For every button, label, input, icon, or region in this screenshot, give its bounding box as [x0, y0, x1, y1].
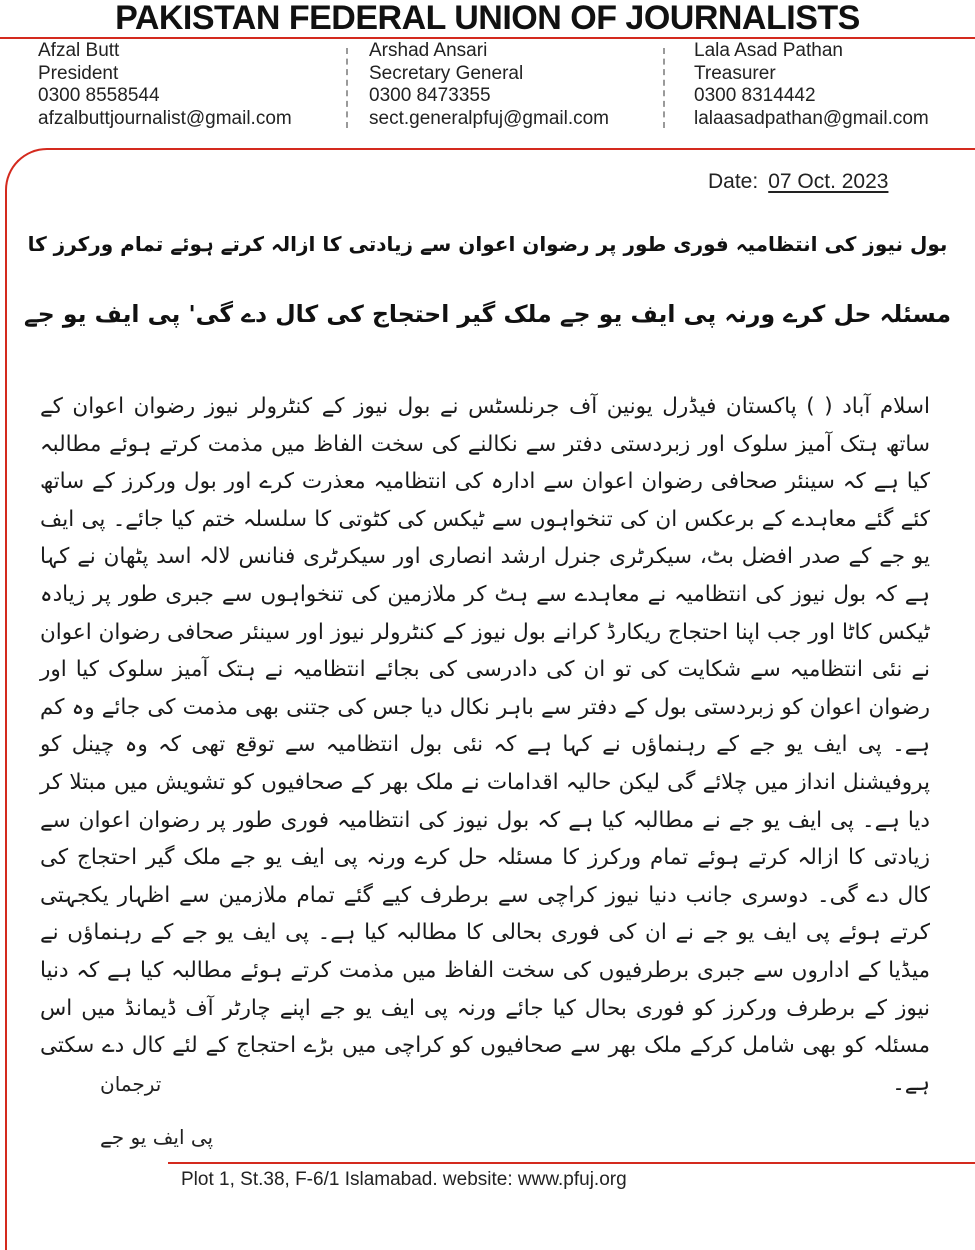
- signature-title: ترجمان: [100, 1072, 162, 1096]
- officer-name: Afzal Butt: [38, 40, 120, 61]
- officer-email: sect.generalpfuj@gmail.com: [369, 107, 610, 129]
- signature-org: پی ایف یو جے: [100, 1125, 214, 1149]
- officer-email: afzalbuttjournalist@gmail.com: [38, 107, 292, 129]
- officer-treasurer: [694, 40, 929, 130]
- footer-address: Plot 1, St.38, F-6/1 Islamabad. website: www.pfuj.org: [181, 1169, 627, 1190]
- officer-title: Treasurer: [694, 62, 776, 84]
- officer-phone: 0300 8473355: [369, 85, 491, 106]
- officer-title: President: [38, 62, 119, 84]
- date-line: [708, 170, 888, 194]
- officer-phone: 0300 8314442: [694, 85, 816, 106]
- officer-email: lalaasadpathan@gmail.com: [694, 107, 929, 129]
- footer-rule: [168, 1162, 975, 1164]
- officer-title: Secretary General: [369, 62, 524, 84]
- officer-name: Lala Asad Pathan: [694, 40, 843, 61]
- column-separator: [346, 48, 348, 128]
- date-label: Date:: [708, 170, 759, 193]
- date-value: 07 Oct. 2023: [768, 170, 889, 193]
- column-separator: [663, 48, 665, 128]
- officer-secretary-general: [369, 40, 609, 130]
- officer-president: [38, 40, 292, 130]
- header-rule: [0, 37, 975, 39]
- press-release-body: اسلام آباد ( ) پاکستان فیڈرل یونین آف جرنلسٹس نے بول نیوز کے کنٹرولر نیوز رضوان اعوان کے ساتھ ہتک آمیز سلوک اور زبردستی دفتر سے نکالنے کی سخت الفاظ میں مذمت کرتے ہوئے مطالبہ کیا ہے کہ سینئر صحافی رضوان اعوان سے ادارہ کی انتظامیہ معذرت کرے اور بول ورکرز کے ساتھ کئے گئے معاہدے کے برعکس ان کی تنخواہوں سے ٹیکس کی کٹوتی کا سلسلہ ختم کیا جائے۔ پی ایف یو جے کے صدر افضل بٹ، سیکرٹری جنرل ارشد انصاری اور سیکرٹری فنانس لالہ اسد پٹھان نے کہا ہے کہ بول نیوز کی انتظامیہ نے معاہدے سے ہٹ کر ملازمین کی تنخواہوں سے جبری طور پر زیادہ ٹیکس کاٹا اور جب اپنا احتجاج ریکارڈ کرانے بول نیوز کے کنٹرولر نیوز اور سینئر صحافی رضوان اعوان نے نئی انتظامیہ سے شکایت کی تو ان کی دادرسی کی بجائے انتظامیہ نے ہتک آمیز سلوک کیا اور رضوان اعوان کو زبردستی بول کے دفتر سے باہر نکال دیا جس کی جتنی بھی مذمت کی جائے وہ کم ہے۔ پی ایف یو جے کے رہنماؤں نے کہا ہے کہ نئی بول انتظامیہ سے توقع تھی کہ وہ چینل کو پروفیشنل انداز میں چلائے گی لیکن حالیہ اقدامات نے ملک بھر کے صحافیوں کو تشویش میں مبتلا کر دیا ہے۔ پی ایف یو جے نے مطالبہ کیا ہے کہ بول نیوز کی انتظامیہ فوری طور پر رضوان اعوان سے زیادتی کا ازالہ کرتے ہوئے تمام ورکرز کا مسئلہ حل کرے ورنہ پی ایف یو جے ملک گیر احتجاج کی کال دے گی۔ دوسری جانب دنیا نیوز کراچی سے برطرف کیے گئے تمام ملازمین سے اظہار یکجہتی کرتے ہوئے پی ایف یو جے نے ان کی فوری بحالی کا مطالبہ کیا ہے۔ پی ایف یو جے کے رہنماؤں نے میڈیا کے اداروں سے جبری برطرفیوں کی سخت الفاظ میں مذمت کرتے ہوئے مطالبہ کیا ہے کہ دنیا نیوز کے برطرف ورکرز کو فوری بحال کیا جائے ورنہ پی ایف یو جے اپنے چارٹر آف ڈیمانڈ میں اس مسئلہ کو بھی شامل کرکے ملک بھر سے صحافیوں کو کراچی میں بڑے احتجاج کے لئے کال دے سکتی ہے۔: [40, 394, 930, 1096]
- headline-line-1: بول نیوز کی انتظامیہ فوری طور پر رضوان اعوان سے زیادتی کا ازالہ کرتے ہوئے تمام ورکرز کا: [27, 232, 948, 256]
- officer-name: Arshad Ansari: [369, 40, 488, 61]
- headline-line-2: مسئلہ حل کرے ورنہ پی ایف یو جے ملک گیر احتجاج کی کال دے گی' پی ایف یو جے: [24, 300, 951, 328]
- officer-phone: 0300 8558544: [38, 85, 160, 106]
- org-name: PAKISTAN FEDERAL UNION OF JOURNALISTS: [115, 0, 860, 37]
